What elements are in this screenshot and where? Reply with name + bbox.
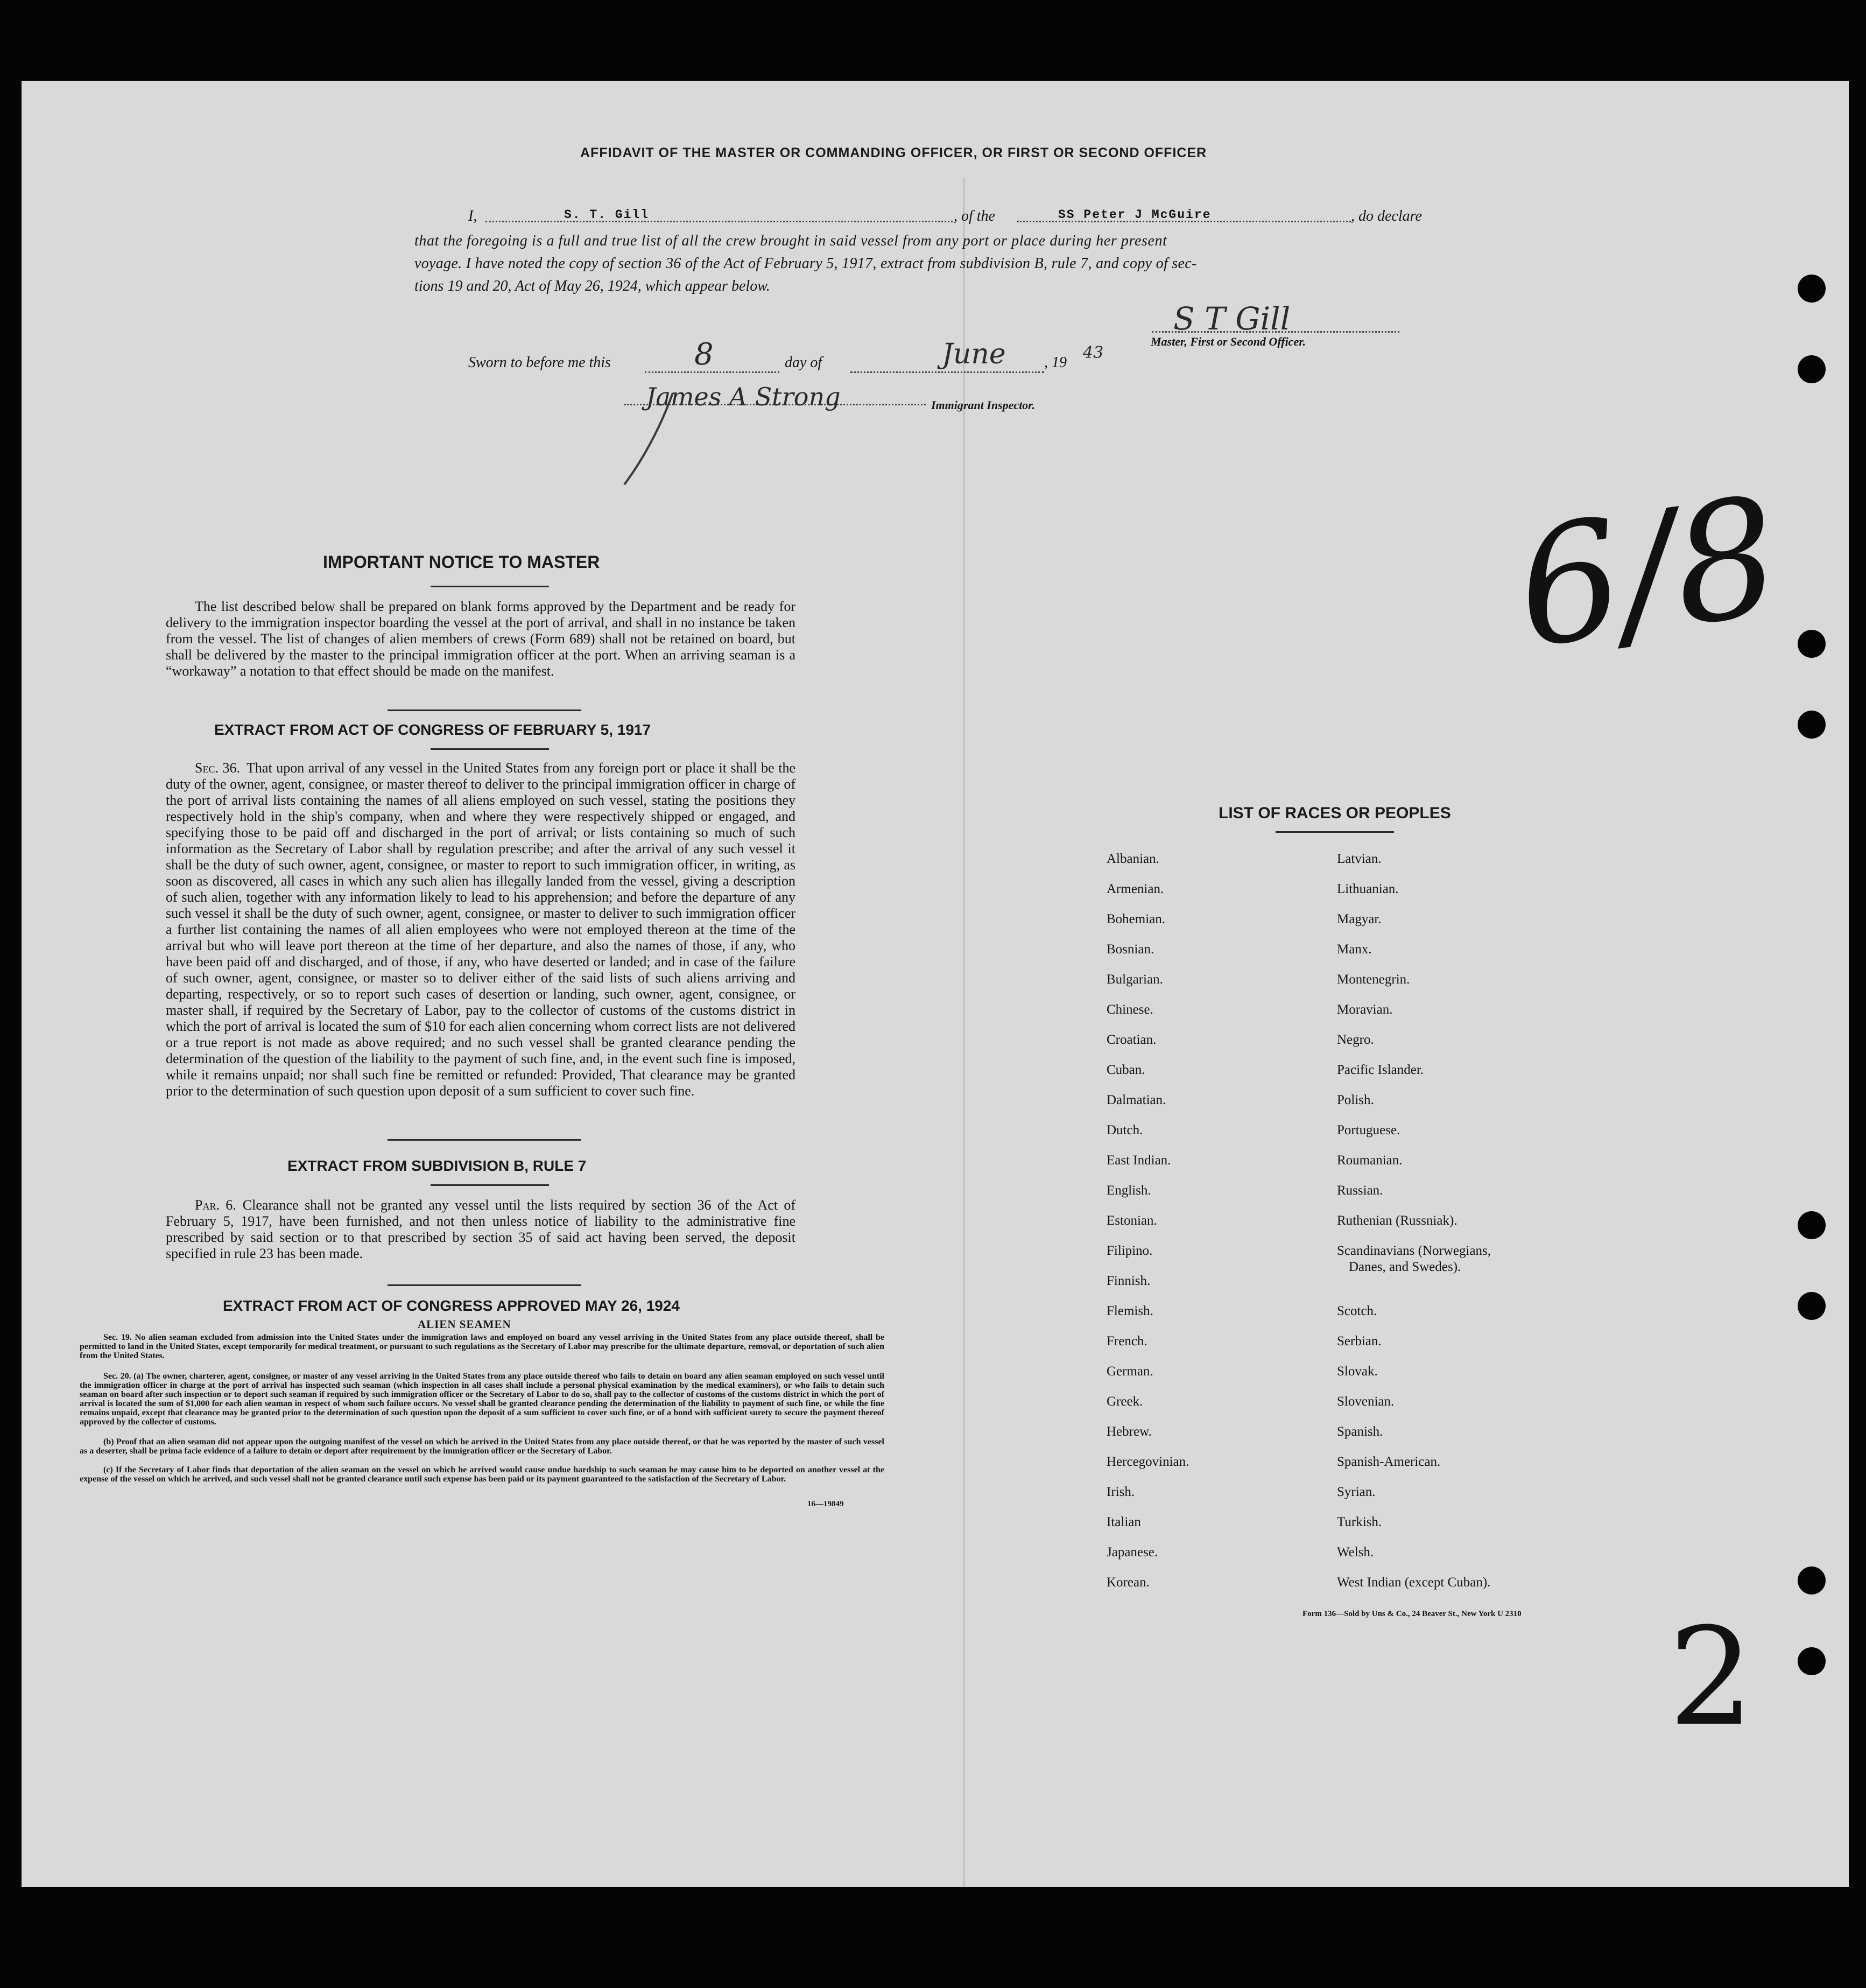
sworn-year: 43 bbox=[1083, 343, 1104, 362]
extract-rule7-bottom-rule bbox=[388, 1284, 581, 1286]
race-right: Latvian. bbox=[1337, 852, 1382, 866]
extract-1917-text bbox=[166, 760, 795, 1099]
race-right: West Indian (except Cuban). bbox=[1337, 1575, 1491, 1590]
day-of-label: day of bbox=[785, 354, 822, 371]
race-left: Flemish. bbox=[1107, 1304, 1153, 1318]
affidavit-line-3: voyage. I have noted the copy of section 36 of the Act of February 5, 1917, extract from subdivision B, rule 7, and copy of sec- bbox=[414, 255, 1197, 272]
race-left: Italian bbox=[1107, 1515, 1141, 1529]
notice-title: IMPORTANT NOTICE TO MASTER bbox=[323, 552, 600, 572]
do-declare-label: , do declare bbox=[1351, 208, 1422, 224]
race-left: Hebrew. bbox=[1107, 1424, 1152, 1439]
sworn-label: Sworn to before me this bbox=[468, 354, 611, 371]
race-left: Bosnian. bbox=[1107, 942, 1154, 957]
punch-hole bbox=[1798, 355, 1826, 383]
race-right: Roumanian. bbox=[1337, 1153, 1403, 1168]
punch-hole bbox=[1798, 1566, 1826, 1594]
punch-hole bbox=[1798, 711, 1826, 739]
race-left: Dutch. bbox=[1107, 1123, 1143, 1137]
extract-1924-title: EXTRACT FROM ACT OF CONGRESS APPROVED MAY 26, 1924 bbox=[223, 1297, 680, 1314]
race-right: Scandinavians (Norwegians, bbox=[1337, 1244, 1491, 1258]
document-page bbox=[22, 81, 1849, 1887]
race-right: Lithuanian. bbox=[1337, 882, 1399, 896]
race-right: Ruthenian (Russniak). bbox=[1337, 1213, 1457, 1228]
page-number: 2 bbox=[1668, 1599, 1755, 1755]
sec-36-label: Sec. 36. bbox=[195, 760, 241, 776]
extract-rule7-text bbox=[166, 1197, 795, 1262]
vessel-name: SS Peter J McGuire bbox=[1058, 208, 1212, 222]
race-right: Spanish-American. bbox=[1337, 1455, 1441, 1469]
race-left: Cuban. bbox=[1107, 1063, 1145, 1077]
notice-rule bbox=[431, 586, 549, 587]
extract-1924-code: 16—19849 bbox=[807, 1500, 844, 1508]
race-right: Manx. bbox=[1337, 942, 1372, 957]
year-prefix: , 19 bbox=[1044, 354, 1067, 371]
race-left: French. bbox=[1107, 1334, 1147, 1348]
race-left: Greek. bbox=[1107, 1394, 1143, 1409]
punch-hole bbox=[1798, 1647, 1826, 1675]
race-right: Slovenian. bbox=[1337, 1394, 1395, 1409]
race-left: Armenian. bbox=[1107, 882, 1164, 896]
extract-1917-bottom-rule bbox=[388, 1139, 581, 1141]
race-right: Moravian. bbox=[1337, 1002, 1393, 1017]
race-right-continuation: Danes, and Swedes). bbox=[1349, 1260, 1461, 1274]
race-right: Syrian. bbox=[1337, 1485, 1376, 1499]
punch-hole bbox=[1798, 1292, 1826, 1320]
sec-20a-text: Sec. 20. (a) The owner, charterer, agent, consignee, or master of any vessel arriving in the United States from any place outside thereof who fails to detain on board any alien seaman employed on such vessel until the immigration officer in charge at the port of arrival has inspected such seaman (which inspection in all cases shall include a personal physical examination by the medical examiners), or who fails to detain such seaman on board after such inspection or to deport such seaman if required by such immigration officer or the Secretary of Labor to do so, shall pay to the collector of customs of the customs district in which the port of arrival is located the sum of $1,000 for each alien seaman in respect of whom such failure occurs. No vessel shall be granted clearance pending the determination of the liability to payment of such fine, or while the fine remains unpaid, except that clearance may be granted prior to the determination of such question upon the deposit of a sum sufficient to cover such fine, or of a bond with sufficient surety to secure the payment thereof approved by the collector of customs. bbox=[80, 1372, 884, 1427]
race-right: Magyar. bbox=[1337, 912, 1382, 926]
race-left: Bulgarian. bbox=[1107, 972, 1163, 987]
sworn-day: 8 bbox=[694, 337, 714, 372]
inspector-signature: James A Strong bbox=[646, 382, 841, 411]
notice-text: The list described below shall be prepared on blank forms approved by the Department and be ready for delivery to the immigration inspector boarding the vessel at the port of arrival, and shall in no instance be taken from the vessel. The list of changes of alien members of crews (Form 689) shall not be retained on board, but shall be delivered by the master to the principal immigration officer at the port. When an arriving seaman is a “workaway” a notation to that effect should be made on the manifest. bbox=[166, 599, 795, 679]
extract-1917-rule bbox=[431, 748, 549, 750]
punch-hole bbox=[1798, 630, 1826, 658]
race-right: Polish. bbox=[1337, 1093, 1374, 1107]
race-left: Bohemian. bbox=[1107, 912, 1166, 926]
sec-19-text: Sec. 19. No alien seaman excluded from admission into the United States under the immigration laws and employed on board any vessel arriving in the United States from any place outside thereof, shall be permitted to land in the United States, except temporarily for medical treatment, or pursuant to such regulations as the Secretary of Labor may prescribe for the ultimate departure, removal, or deportation of such alien from the United States. bbox=[80, 1333, 884, 1360]
form-note: Form 136—Sold by Uns & Co., 24 Beaver St., New York U 2310 bbox=[1302, 1610, 1522, 1618]
master-name-line bbox=[485, 221, 953, 222]
page-fold bbox=[963, 178, 964, 1887]
races-title: LIST OF RACES OR PEOPLES bbox=[1219, 804, 1451, 822]
affidavit-line-2: that the foregoing is a full and true list of all the crew brought in said vessel from any port or place during her present bbox=[414, 233, 1167, 249]
of-the-label: , of the bbox=[954, 208, 995, 224]
race-right: Scotch. bbox=[1337, 1304, 1377, 1318]
sec-20c-text: (c) If the Secretary of Labor finds that deportation of the alien seaman on the vessel on which he arrived would cause undue hardship to such seaman he may cause him to be deported on another vessel at the expense of the vessel on which he arrived, and such vessel shall not be granted clearance until such expense has been paid or its payment guaranteed to the satisfaction of the Secretary of Labor. bbox=[80, 1465, 884, 1484]
race-left: East Indian. bbox=[1107, 1153, 1171, 1168]
race-left: Croatian. bbox=[1107, 1032, 1157, 1047]
race-right: Russian. bbox=[1337, 1183, 1383, 1198]
race-left: Irish. bbox=[1107, 1485, 1135, 1499]
race-left: Filipino. bbox=[1107, 1244, 1153, 1258]
sec-20b-text: (b) Proof that an alien seaman did not appear upon the outgoing manifest of the vessel on which he arrived in the United States from any place outside thereof, or that he was reported by the master of such vessel as a deserter, shall be prima facie evidence of a failure to detain or deport after requirement by the immigration officer or the Secretary of Labor. bbox=[80, 1437, 884, 1456]
race-left: Dalmatian. bbox=[1107, 1093, 1166, 1107]
sec-36-body: That upon arrival of any vessel in the United States from any foreign port or place it shall be the duty of the owner, agent, consignee, or master thereof to deliver to the principal immigration officer in charge of the port of arrival lists containing the names of all aliens employed on such vessel, stating the positions they respectively hold in the ship's company, when and where they were respectively shipped or engaged, and specifying those to be paid off and discharged in the port of arrival; or lists containing so much of such information as the Secretary of Labor shall by regulation prescribe; and after the arrival of any such vessel it shall be the duty of such owner, agent, consignee, or master to report to such immigration officer, in writing, as soon as discovered, all cases in which any such alien has illegally landed from the vessel, giving a description of such alien, together with any information likely to lead to his apprehension; and before the departure of any such vessel it shall be the duty of such owner, agent, consignee, or master to deliver to such immigration officer a further list containing the names of all alien employees who were not employed thereon at the time of the arrival but who will leave port thereon at the time of her departure, and also the names of those, if any, who have been paid off and discharged, and of those, if any, who have deserted or landed; and in case of the failure of such owner, agent, consignee, or master so to deliver either of the said lists of such aliens arriving and departing, respectively, or so to report such cases of desertion or landing, such owner, agent, consignee, or master shall, if required by the Secretary of Labor, pay to the collector of customs of the customs district in which the port of arrival is located the sum of $10 for each alien concerning whom correct lists are not delivered or a true report is not made as above required; and no such vessel shall be granted clearance pending the determination of the question of the liability to the payment of such fine, and, in the event such fine is imposed, while it remains unpaid; nor shall such fine be remitted or refunded: Provided, That clearance may be granted prior to the determination of such question upon deposit of a sum sufficient to cover such fine. bbox=[166, 760, 795, 1099]
race-right: Turkish. bbox=[1337, 1515, 1382, 1529]
date-mark: 6/8 bbox=[1506, 462, 1790, 684]
race-right: Slovak. bbox=[1337, 1364, 1378, 1379]
race-right: Montenegrin. bbox=[1337, 972, 1410, 987]
extract-rule7-title: EXTRACT FROM SUBDIVISION B, RULE 7 bbox=[287, 1157, 587, 1174]
race-left: German. bbox=[1107, 1364, 1153, 1379]
punch-hole bbox=[1798, 1211, 1826, 1239]
race-left: English. bbox=[1107, 1183, 1151, 1198]
race-right: Pacific Islander. bbox=[1337, 1063, 1424, 1077]
par-6-body: Clearance shall not be granted any vessel until the lists required by section 36 of the Act of February 5, 1917, have been furnished, and not then unless notice of liability to the administrative fine prescribed by said section or to that prescribed by section 35 of said act having been served, the deposit specified in rule 23 has been made. bbox=[166, 1197, 795, 1261]
race-left: Japanese. bbox=[1107, 1545, 1158, 1560]
race-right: Serbian. bbox=[1337, 1334, 1382, 1348]
race-right: Negro. bbox=[1337, 1032, 1374, 1047]
races-rule bbox=[1276, 831, 1394, 833]
race-left: Hercegovinian. bbox=[1107, 1455, 1189, 1469]
punch-hole bbox=[1798, 275, 1826, 303]
extract-1924-subtitle: ALIEN SEAMEN bbox=[418, 1318, 511, 1331]
master-name: S. T. Gill bbox=[564, 208, 650, 222]
notice-bottom-rule bbox=[388, 710, 581, 711]
race-right: Portuguese. bbox=[1337, 1123, 1400, 1137]
master-signature: S T Gill bbox=[1173, 300, 1291, 337]
extract-1917-title: EXTRACT FROM ACT OF CONGRESS OF FEBRUARY 5, 1917 bbox=[214, 721, 651, 738]
master-caption: Master, First or Second Officer. bbox=[1151, 335, 1306, 348]
affidavit-i: I, bbox=[468, 208, 477, 224]
inspector-signature-flourish bbox=[608, 382, 716, 490]
sworn-month: June bbox=[942, 338, 1006, 370]
affidavit-title: AFFIDAVIT OF THE MASTER OR COMMANDING OFFICER, OR FIRST OR SECOND OFFICER bbox=[580, 145, 1207, 160]
race-right: Spanish. bbox=[1337, 1424, 1383, 1439]
race-left: Korean. bbox=[1107, 1575, 1150, 1590]
inspector-caption: Immigrant Inspector. bbox=[931, 398, 1036, 412]
race-left: Chinese. bbox=[1107, 1002, 1153, 1017]
month-line bbox=[850, 371, 1044, 373]
race-left: Estonian. bbox=[1107, 1213, 1157, 1228]
race-left: Finnish. bbox=[1107, 1274, 1151, 1288]
affidavit-line-4: tions 19 and 20, Act of May 26, 1924, which appear below. bbox=[414, 278, 770, 294]
race-left: Albanian. bbox=[1107, 852, 1159, 866]
race-right: Welsh. bbox=[1337, 1545, 1374, 1560]
par-6-label: Par. 6. bbox=[195, 1197, 236, 1213]
extract-rule7-rule bbox=[431, 1184, 549, 1186]
